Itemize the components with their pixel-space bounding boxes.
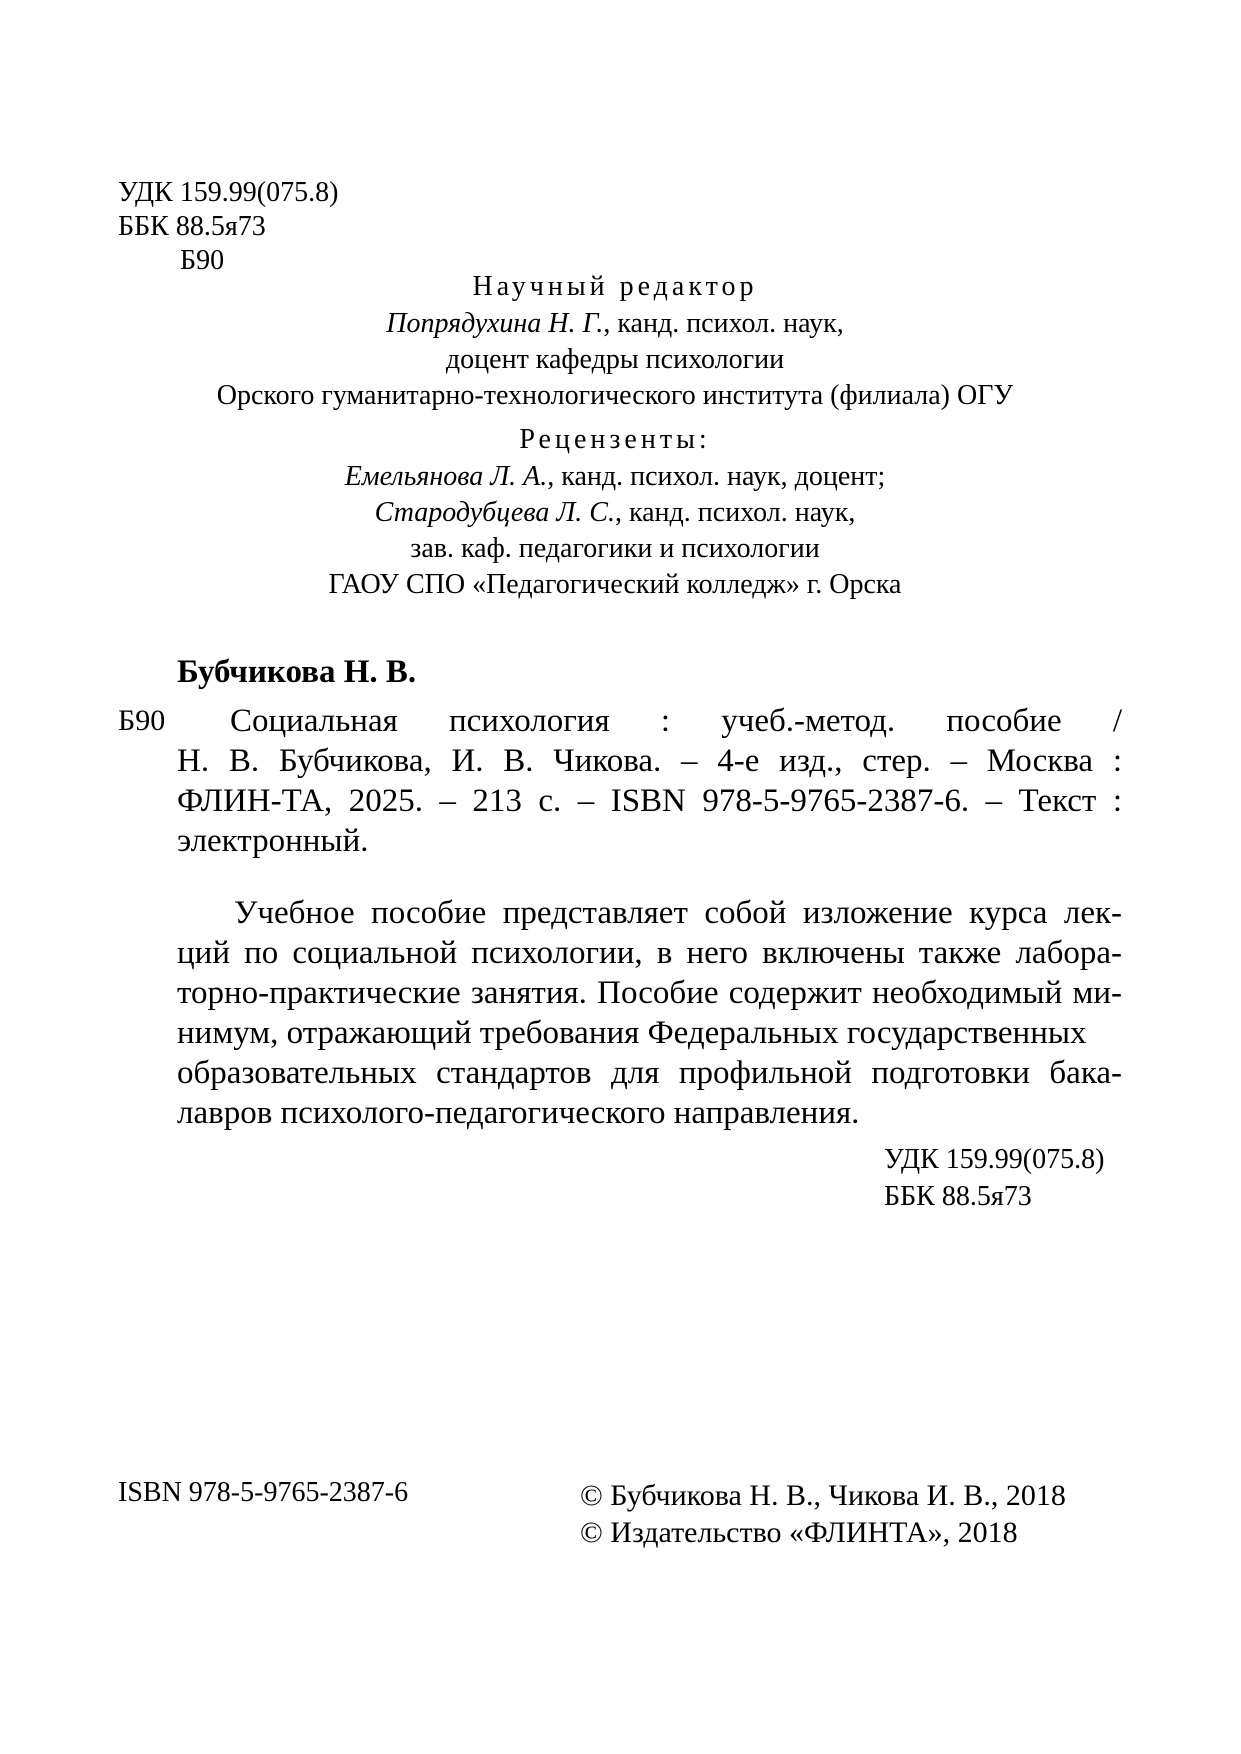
- editor-heading: Научный редактор: [472, 271, 758, 302]
- editor-line-2: доцент кафедры психологии: [445, 344, 785, 375]
- author-sign-code: Б90: [180, 245, 225, 276]
- reviewer-2-line-2: зав. каф. педагогики и психологии: [410, 533, 820, 564]
- reviewers-heading: Рецензенты:: [519, 424, 711, 455]
- editor-line-1: [150, 308, 1080, 340]
- record-line-3: ФЛИН-ТА, 2025. – 213 с. – ISBN 978-5-9765-2387-6. – Текст :: [177, 783, 1122, 819]
- udk-code: УДК 159.99(075.8): [118, 177, 339, 208]
- reviewer-2-degree: , канд. психол. наук,: [614, 497, 856, 528]
- reviewer-1-name: Емельянова Л. А.: [344, 461, 548, 492]
- abstract-line-1: Учебное пособие представляет собой изложение курса лек-: [234, 895, 1122, 931]
- abstract-bbk: ББК 88.5я73: [884, 1181, 1032, 1212]
- abstract-line-3: торно-практические занятия. Пособие содержит необходимый ми-: [177, 975, 1122, 1011]
- editor-name: Попрядухина Н. Г.: [386, 308, 604, 339]
- record-author: Бубчикова Н. В.: [177, 654, 417, 690]
- abstract-line-5: образовательных стандартов для профильной подготовки бака-: [177, 1055, 1122, 1091]
- reviewer-1-degree: , канд. психол. наук, доцент;: [547, 461, 886, 492]
- record-line-1: Социальная психология : учеб.-метод. пособие /: [230, 703, 1122, 739]
- record-code: Б90: [118, 704, 166, 737]
- record-line-2: Н. В. Бубчикова, И. В. Чикова. – 4-е изд., стер. – Москва :: [177, 743, 1122, 779]
- abstract-line-6: лавров психолого-педагогического направления.: [177, 1095, 860, 1131]
- copyright-authors: © Бубчикова Н. В., Чикова И. В., 2018: [580, 1479, 1066, 1512]
- footer-isbn: ISBN 978-5-9765-2387-6: [118, 1477, 409, 1508]
- editor-degree: , канд. психол. наук,: [603, 308, 844, 339]
- abstract-udk: УДК 159.99(075.8): [884, 1144, 1105, 1175]
- abstract-line-2: ций по социальной психологии, в него включены также лабора-: [177, 935, 1122, 971]
- reviewer-2-line-3: ГАОУ СПО «Педагогический колледж» г. Орска: [328, 569, 902, 600]
- record-line-4: электронный.: [177, 823, 369, 859]
- reviewer-1-line: [150, 461, 1080, 493]
- bbk-code: ББК 88.5я73: [118, 211, 266, 242]
- abstract-line-4: нимум, отражающий требования Федеральных государственных: [177, 1015, 1087, 1051]
- editor-line-3: Орского гуманитарно-технологического института (филиала) ОГУ: [216, 380, 1014, 411]
- reviewer-2-line-1: [150, 497, 1080, 529]
- copyright-publisher: © Издательство «ФЛИНТА», 2018: [580, 1516, 1018, 1549]
- reviewer-2-name: Стародубцева Л. С.: [374, 497, 615, 528]
